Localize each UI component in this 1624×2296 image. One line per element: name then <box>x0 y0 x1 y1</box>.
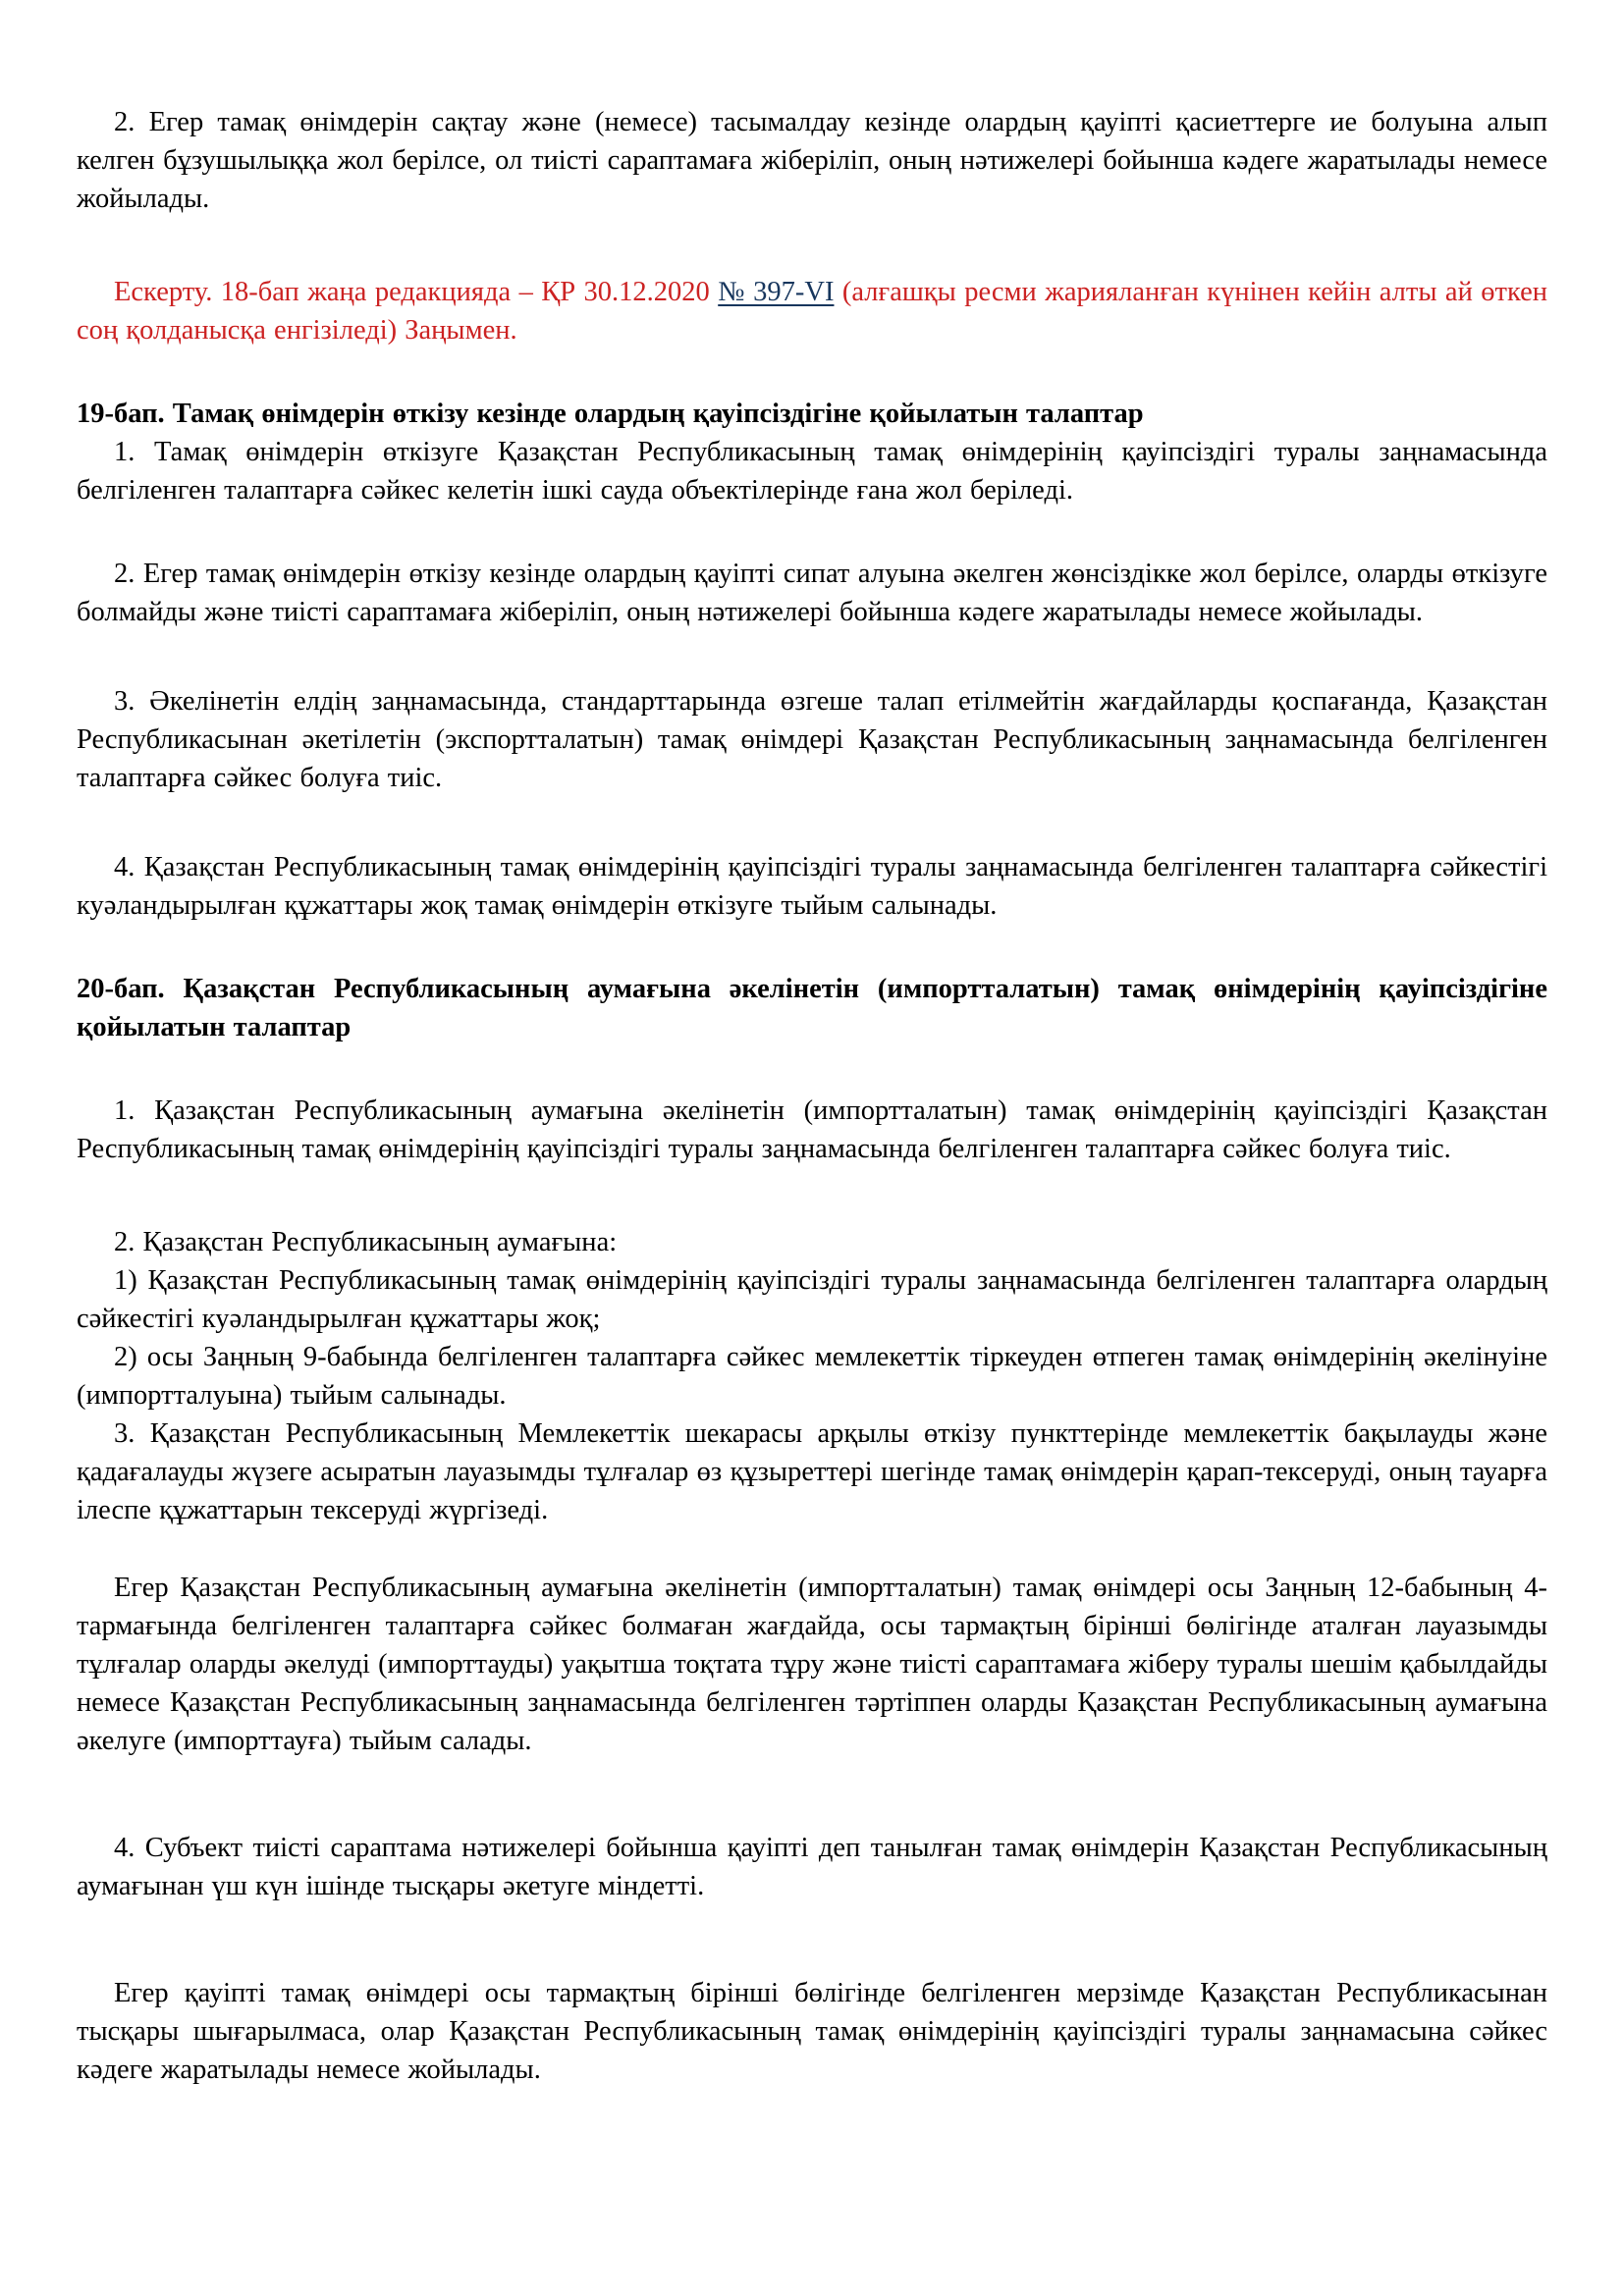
article-19-paragraph-4: 4. Қазақстан Республикасының тамақ өнімдерінің қауіпсіздігі туралы заңнамасында белгіленген талаптарға сәйкестігі куәландырылған құжаттары жоқ тамақ өнімдерін өткізуге тыйым салынады. <box>77 852 1547 921</box>
article-20-paragraph-2-item-2: 2) осы Заңның 9-бабында белгіленген талаптарға сәйкес мемлекеттік тіркеуден өтпеген тамақ өнімдерінің әкелінуіне (импортталуына) тыйым салынады. <box>77 1342 1547 1411</box>
article-20-paragraph-3-part-2: Егер Қазақстан Республикасының аумағына әкелінетін (импортталатын) тамақ өнімдері осы Заңның 12-бабының 4-тармағында белгіленген талаптарға сәйкес болмаған жағдайда, осы тармақтың бірінші бөлігінде аталған лауазымды тұлғалар оларды әкелуді (импорттауды) уақытша тоқтата тұру және тиісті сараптамаға жіберу туралы шешім қабылдайды немесе Қазақстан Республикасының заңнамасында белгіленген тәртіппен оларды Қазақстан Республикасының аумағына әкелуге (импорттауға) тыйым салады. <box>77 1573 1547 1756</box>
article-20-paragraph-4: 4. Субъект тиісті сараптама нәтижелері бойынша қауіпті деп танылған тамақ өнімдерін Қазақстан Республикасының аумағынан үш күн ішінде тысқары әкетуге міндетті. <box>77 1833 1547 1901</box>
article-20-heading: 20-бап. Қазақстан Республикасының аумағына әкелінетін (импортталатын) тамақ өнімдерінің қауіпсіздігіне қойылатын талаптар <box>77 974 1547 1042</box>
paragraph-storage-transport: 2. Егер тамақ өнімдерін сақтау және (немесе) тасымалдау кезінде олардың қауіпті қасиеттерге ие болуына алып келген бұзушылыққа жол берілсе, ол тиісті сараптамаға жіберіліп, оның нәтижелері бойынша кәдеге жаратылады немесе жойылады. <box>77 107 1547 214</box>
article-20-paragraph-2-item-1: 1) Қазақстан Республикасының тамақ өнімдерінің қауіпсіздігі туралы заңнамасында белгіленген талаптарға олардың сәйкестігі куәландырылған құжаттары жоқ; <box>77 1265 1547 1334</box>
article-20-paragraph-1: 1. Қазақстан Республикасының аумағына әкелінетін (импортталатын) тамақ өнімдерінің қауіпсіздігі Қазақстан Республикасының тамақ өнімдерінің қауіпсіздігі туралы заңнамасында белгіленген талаптарға сәйкес болуға тиіс. <box>77 1095 1547 1164</box>
law-number-link[interactable]: № 397-VI <box>718 277 835 307</box>
amendment-note-text-after: (алғашқы ресми жарияланған күнінен кейін алты ай өткен соң қолданысқа енгізіледі) Заңымен. <box>77 277 1547 346</box>
article-19-paragraph-2: 2. Егер тамақ өнімдерін өткізу кезінде олардың қауіпті сипат алуына әкелген жөнсіздікке жол берілсе, оларды өткізуге болмайды және тиісті сараптамаға жіберіліп, оның нәтижелері бойынша кәдеге жаратылады немесе жойылады. <box>77 559 1547 627</box>
article-19-heading: 19-бап. Тамақ өнімдерін өткізу кезінде олардың қауіпсіздігіне қойылатын талаптар <box>77 399 1144 429</box>
article-20-paragraph-3: 3. Қазақстан Республикасының Мемлекеттік шекарасы арқылы өткізу пункттерінде мемлекеттік бақылауды және қадағалауды жүзеге асыратын лауазымды тұлғалар өз құзыреттері шегінде тамақ өнімдерін қарап-тексеруді, оның тауарға ілеспе құжаттарын тексеруді жүргізеді. <box>77 1418 1547 1525</box>
article-19-paragraph-3: 3. Әкелінетін елдің заңнамасында, стандарттарында өзгеше талап етілмейтін жағдайларды қоспағанда, Қазақстан Республикасынан әкетілетін (экспортталатын) тамақ өнімдері Қазақстан Республикасының заңнамасында белгіленген талаптарға сәйкес болуға тиіс. <box>77 686 1547 793</box>
article-20-paragraph-2-intro: 2. Қазақстан Республикасының аумағына: <box>114 1227 618 1257</box>
amendment-note <box>77 273 1547 349</box>
amendment-note-text-before: Ескерту. 18-бап жаңа редакцияда – ҚР 30.12.2020 <box>114 277 719 307</box>
article-20-paragraph-4-part-2: Егер қауіпті тамақ өнімдері осы тармақтың бірінші бөлігінде белгіленген мерзімде Қазақстан Республикасынан тысқары шығарылмаса, олар Қазақстан Республикасының тамақ өнімдерінің қауіпсіздігі туралы заңнамасына сәйкес кәдеге жаратылады немесе жойылады. <box>77 1978 1547 2085</box>
article-19-paragraph-1: 1. Тамақ өнімдерін өткізуге Қазақстан Республикасының тамақ өнімдерінің қауіпсіздігі туралы заңнамасында белгіленген талаптарға сәйкес келетін ішкі сауда объектілерінде ғана жол беріледі. <box>77 437 1547 506</box>
